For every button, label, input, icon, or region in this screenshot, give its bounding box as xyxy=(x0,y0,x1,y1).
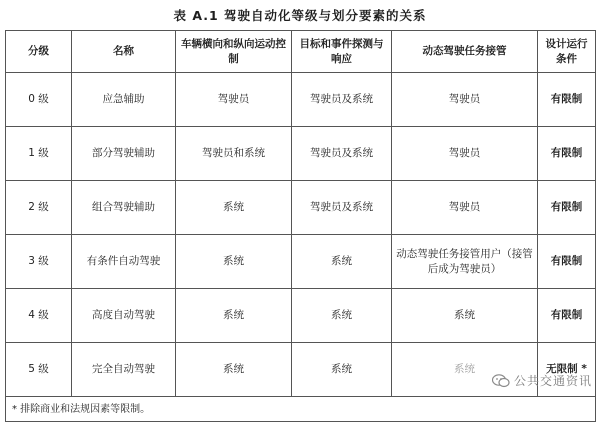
cell-motion-control: 驾驶员和系统 xyxy=(176,127,292,181)
header-ddt-fallback: 动态驾驶任务接管 xyxy=(392,31,538,73)
cell-motion-control: 驾驶员 xyxy=(176,73,292,127)
cell-ddt-fallback: 系统 xyxy=(392,343,538,397)
cell-ddt-fallback: 驾驶员 xyxy=(392,127,538,181)
table-container xyxy=(5,30,595,422)
cell-motion-control: 系统 xyxy=(176,343,292,397)
cell-level: 0 级 xyxy=(6,73,72,127)
cell-ddt-fallback: 系统 xyxy=(392,289,538,343)
wechat-icon xyxy=(492,374,510,388)
cell-odd: 有限制 xyxy=(538,127,596,181)
cell-motion-control: 系统 xyxy=(176,289,292,343)
header-odd: 设计运行条件 xyxy=(538,31,596,73)
cell-motion-control: 系统 xyxy=(176,181,292,235)
table-footnote: * 排除商业和法规因素等限制。 xyxy=(6,397,596,422)
cell-oedr: 系统 xyxy=(292,343,392,397)
cell-level: 4 级 xyxy=(6,289,72,343)
cell-odd: 有限制 xyxy=(538,181,596,235)
cell-name: 有条件自动驾驶 xyxy=(72,235,176,289)
watermark xyxy=(492,372,592,389)
cell-oedr: 系统 xyxy=(292,289,392,343)
cell-name: 高度自动驾驶 xyxy=(72,289,176,343)
cell-motion-control: 系统 xyxy=(176,235,292,289)
cell-odd: 有限制 xyxy=(538,235,596,289)
cell-name: 组合驾驶辅助 xyxy=(72,181,176,235)
cell-oedr: 驾驶员及系统 xyxy=(292,127,392,181)
cell-name: 应急辅助 xyxy=(72,73,176,127)
cell-odd: 无限制 * xyxy=(538,343,596,397)
table-title: 表 A.1 驾驶自动化等级与划分要素的关系 xyxy=(173,8,427,23)
table-row xyxy=(6,181,596,235)
cell-name: 部分驾驶辅助 xyxy=(72,127,176,181)
cell-oedr: 系统 xyxy=(292,235,392,289)
cell-oedr: 驾驶员及系统 xyxy=(292,73,392,127)
table-row xyxy=(6,235,596,289)
cell-ddt-fallback: 驾驶员 xyxy=(392,181,538,235)
footnote-row xyxy=(6,397,596,422)
header-name: 名称 xyxy=(72,31,176,73)
table-row xyxy=(6,289,596,343)
header-motion-control: 车辆横向和纵向运动控制 xyxy=(176,31,292,73)
table-row xyxy=(6,73,596,127)
cell-level: 3 级 xyxy=(6,235,72,289)
cell-ddt-fallback: 驾驶员 xyxy=(392,73,538,127)
cell-odd: 有限制 xyxy=(538,289,596,343)
table-row xyxy=(6,127,596,181)
cell-level: 5 级 xyxy=(6,343,72,397)
watermark-text: 公共交通资讯 xyxy=(513,374,592,388)
cell-level: 2 级 xyxy=(6,181,72,235)
cell-ddt-fallback: 动态驾驶任务接管用户（接管后成为驾驶员） xyxy=(392,235,538,289)
cell-oedr: 驾驶员及系统 xyxy=(292,181,392,235)
header-level: 分级 xyxy=(6,31,72,73)
cell-name: 完全自动驾驶 xyxy=(72,343,176,397)
automation-levels-table xyxy=(5,30,596,422)
cell-level: 1 级 xyxy=(6,127,72,181)
cell-odd: 有限制 xyxy=(538,73,596,127)
table-header-row xyxy=(6,31,596,73)
header-oedr: 目标和事件探测与响应 xyxy=(292,31,392,73)
